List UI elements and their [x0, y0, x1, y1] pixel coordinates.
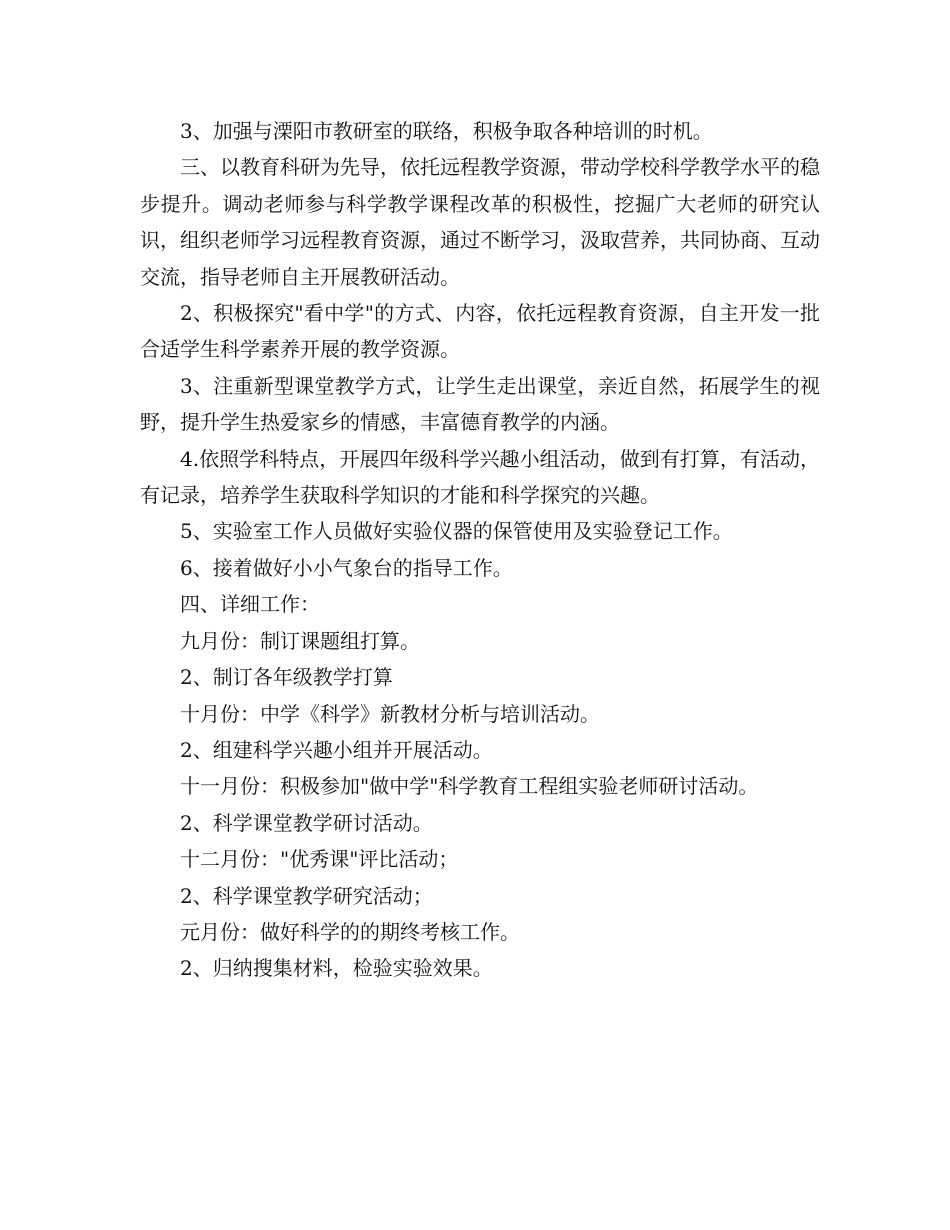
schedule-item: 2、组建科学兴趣小组并开展活动。: [180, 737, 493, 762]
schedule-item: 十二月份："优秀课"评比活动；: [180, 847, 459, 872]
paragraph: 6、接着做好小小气象台的指导工作。: [180, 555, 513, 580]
section-heading: 四、详细工作：: [180, 592, 320, 617]
schedule-item: 元月份：做好科学的的期终考核工作。: [180, 919, 520, 944]
document-body: [140, 113, 820, 987]
schedule-item: 十一月份：积极参加"做中学"科学教育工程组实验老师研讨活动。: [180, 774, 759, 799]
schedule-item: 2、归纳搜集材料，检验实验效果。: [180, 956, 493, 981]
paragraph: 三、以教育科研为先导，依托远程教学资源，带动学校科学教学水平的稳步提升。调动老师参与科学教学课程改革的积极性，挖掘广大老师的研究认识，组织老师学习远程教育资源，通过不断学习，汲取营养，共同协商、互动交流，指导老师自主开展教研活动。: [140, 155, 820, 289]
paragraph: 5、实验室工作人员做好实验仪器的保管使用及实验登记工作。: [180, 519, 733, 544]
schedule-item: 2、制订各年级教学打算: [180, 665, 393, 690]
schedule-item: 十月份：中学《科学》新教材分析与培训活动。: [180, 701, 600, 726]
paragraph: 3、加强与溧阳市教研室的联络，积极争取各种培训的时机。: [180, 119, 713, 143]
paragraph: 3、注重新型课堂教学方式，让学生走出课堂，亲近自然，拓展学生的视野，提升学生热爱家乡的情感，丰富德育教学的内涵。: [140, 373, 820, 435]
paragraph: 4.依照学科特点，开展四年级科学兴趣小组活动，做到有打算，有活动，有记录，培养学生获取科学知识的才能和科学探究的兴趣。: [140, 446, 820, 508]
paragraph: 2、积极探究"看中学"的方式、内容，依托远程教育资源，自主开发一批合适学生科学素养开展的教学资源。: [140, 301, 820, 362]
schedule-item: 2、科学课堂教学研究活动；: [180, 883, 433, 908]
schedule-item: 九月份：制订课题组打算。: [180, 628, 420, 653]
schedule-item: 2、科学课堂教学研讨活动。: [180, 810, 433, 835]
